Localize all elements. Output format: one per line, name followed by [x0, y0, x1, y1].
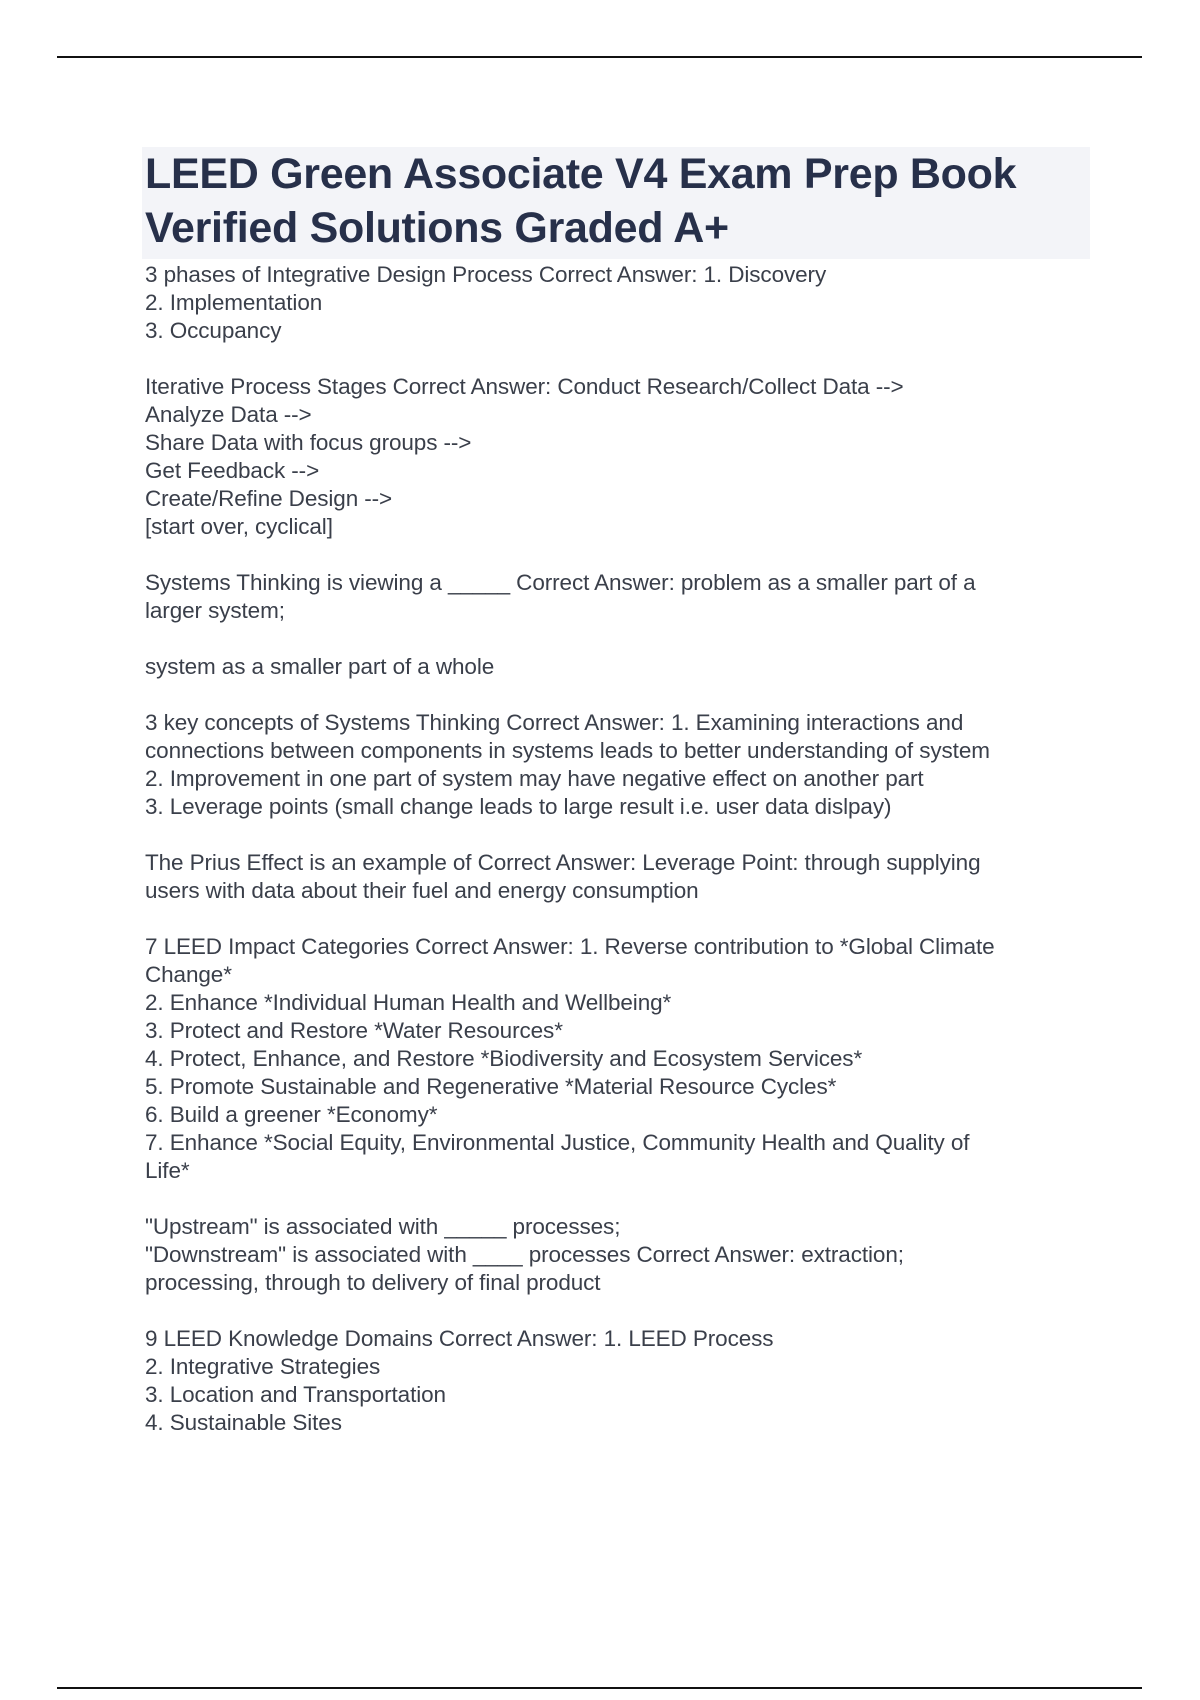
- text-line: 2. Implementation: [145, 290, 323, 315]
- text-line: Create/Refine Design -->: [145, 486, 393, 511]
- text-line: 9 LEED Knowledge Domains Correct Answer: 1. LEED Process: [145, 1326, 774, 1351]
- text-line: 4. Sustainable Sites: [145, 1410, 342, 1435]
- text-line: "Upstream" is associated with _____ processes;: [145, 1214, 621, 1239]
- text-line: 3. Occupancy: [145, 318, 282, 343]
- qa-entry: [145, 1325, 1095, 1437]
- text-line: 2. Improvement in one part of system may have negative effect on another part: [145, 766, 924, 791]
- text-line: 3. Protect and Restore *Water Resources*: [145, 1018, 563, 1043]
- text-line: 6. Build a greener *Economy*: [145, 1102, 438, 1127]
- title-block: [142, 147, 1090, 259]
- text-line: Get Feedback -->: [145, 458, 320, 483]
- text-line: 3 phases of Integrative Design Process Correct Answer: 1. Discovery: [145, 262, 827, 287]
- qa-entry: [145, 849, 1095, 905]
- text-line: 3 key concepts of Systems Thinking Correct Answer: 1. Examining interactions and: [145, 710, 964, 735]
- text-line: larger system;: [145, 598, 285, 623]
- text-line: system as a smaller part of a whole: [145, 654, 495, 679]
- text-line: Iterative Process Stages Correct Answer: Conduct Research/Collect Data -->: [145, 374, 904, 399]
- bottom-rule: [57, 1687, 1142, 1689]
- text-line: processing, through to delivery of final product: [145, 1270, 601, 1295]
- text-line: Analyze Data -->: [145, 402, 312, 427]
- text-line: 4. Protect, Enhance, and Restore *Biodiversity and Ecosystem Services*: [145, 1046, 863, 1071]
- text-line: Share Data with focus groups -->: [145, 430, 472, 455]
- text-line: 3. Leverage points (small change leads to large result i.e. user data dislpay): [145, 794, 892, 819]
- text-line: 7. Enhance *Social Equity, Environmental Justice, Community Health and Quality of: [145, 1130, 970, 1155]
- text-line: 3. Location and Transportation: [145, 1382, 446, 1407]
- text-line: users with data about their fuel and energy consumption: [145, 878, 699, 903]
- text-line: 7 LEED Impact Categories Correct Answer: 1. Reverse contribution to *Global Climate: [145, 934, 995, 959]
- text-line: 2. Enhance *Individual Human Health and Wellbeing*: [145, 990, 672, 1015]
- text-line: [start over, cyclical]: [145, 514, 333, 539]
- text-line: The Prius Effect is an example of Correct Answer: Leverage Point: through supplying: [145, 850, 981, 875]
- qa-entry: [145, 569, 1095, 625]
- text-line: Change*: [145, 962, 232, 987]
- document-body: [145, 147, 1095, 1465]
- qa-entry: [145, 373, 1095, 541]
- qa-entry: [145, 709, 1095, 821]
- qa-entry: [145, 1213, 1095, 1297]
- document-title: LEED Green Associate V4 Exam Prep Book Verified Solutions Graded A+: [145, 150, 1017, 252]
- text-line: 2. Integrative Strategies: [145, 1354, 381, 1379]
- top-rule: [57, 56, 1142, 58]
- qa-entry: [145, 653, 1095, 681]
- qa-entry: [145, 261, 1095, 345]
- text-line: connections between components in systems leads to better understanding of system: [145, 738, 990, 763]
- text-line: Life*: [145, 1158, 190, 1183]
- qa-list: [145, 261, 1095, 1437]
- text-line: "Downstream" is associated with ____ processes Correct Answer: extraction;: [145, 1242, 904, 1267]
- text-line: 5. Promote Sustainable and Regenerative *Material Resource Cycles*: [145, 1074, 837, 1099]
- qa-entry: [145, 933, 1095, 1185]
- text-line: Systems Thinking is viewing a _____ Correct Answer: problem as a smaller part of a: [145, 570, 976, 595]
